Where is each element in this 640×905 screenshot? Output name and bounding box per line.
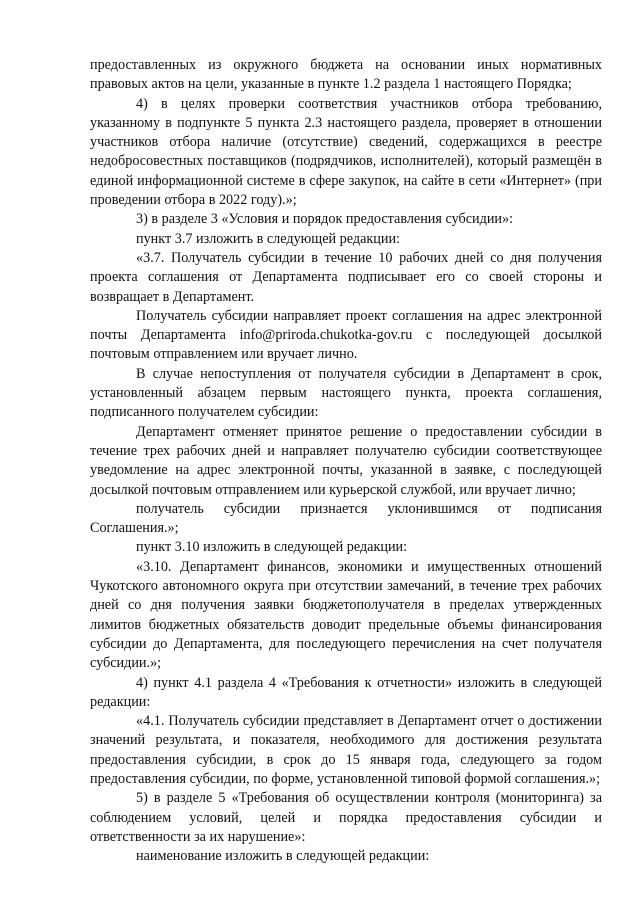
paragraph-12: 4) пункт 4.1 раздела 4 «Требования к отчетности» изложить в следующей редакции: [90,674,602,710]
paragraph-4: пункт 3.7 изложить в следующей редакции: [136,230,400,247]
paragraph-5: «3.7. Получатель субсидии в течение 10 рабочих дней со дня получения проекта соглашения от Департамента подписывает его со своей стороны и возвращает в Департамент. [90,249,602,305]
paragraph-15: наименование изложить в следующей редакции: [136,848,430,865]
paragraph-10: пункт 3.10 изложить в следующей редакции: [136,539,408,556]
paragraph-14: 5) в разделе 5 «Требования об осуществлении контроля (мониторинга) за соблюдением условий, целей и порядка предоставления субсидии и ответственности за их нарушение»: [90,790,602,845]
paragraph-7: В случае непоступления от получателя субсидии в Департамент в срок, установленный абзацем первым настоящего пункта, проекта соглашения, подписанного получателем субсидии: [90,365,602,421]
paragraph-9: получатель субсидии признается уклонившимся от подписания Соглашения.»; [90,500,602,537]
paragraph-2: 4) в целях проверки соответствия участников отбора требованию, указанному в подпункте 5 пункта 2.3 настоящего раздела, проверяет в отношении участников отбора наличие (отсутствие) сведений, содержащихся в реестре недобросовестных поставщиков (подрядчиков, исполнителей), который размещён в единой информационной системе в сфере закупок, на сайте в сети «Интернет» (при проведении отбора в 2022 году).»; [90,95,602,209]
paragraph-13: «4.1. Получатель субсидии представляет в Департамент отчет о достижении значений результата, и показателя, необходимого для достижения результата предоставления субсидии, в срок до 15 января года, следующего за годом предоставления субсидии, по форме, установленной типовой формой соглашения.»; [90,713,602,787]
paragraph-1: предоставленных из окружного бюджета на основании иных нормативных правовых актов на цели, указанные в пункте 1.2 раздела 1 настоящего Порядка; [90,57,602,93]
paragraph-8: Департамент отменяет принятое решение о предоставлении субсидии в течение трех рабочих дней и направляет получателю субсидии соответствующее уведомление на адрес электронной почты, указанной в заявке, с последующей досылкой почтовым отправлением или курьерской службой, или вручает лично; [90,423,602,498]
document-page [90,56,602,866]
paragraph-6: Получатель субсидии направляет проект соглашения на адрес электронной почты Департамента info@priroda.chukotka-gov.ru с последующей досылкой почтовым отправлением или вручает лично. [90,307,602,363]
paragraph-11: «3.10. Департамент финансов, экономики и имущественных отношений Чукотского автономного округа при отсутствии замечаний, в течение трех рабочих дней со дня получения заявки бюджетополучателя в пределах утвержденных лимитов бюджетных обязательств доводит предельные объемы финансирования субсидии до Департамента, для последующего перечисления на счет получателя субсидии.»; [90,558,602,672]
paragraph-3: 3) в разделе 3 «Условия и порядок предоставления субсидии»: [136,211,514,228]
